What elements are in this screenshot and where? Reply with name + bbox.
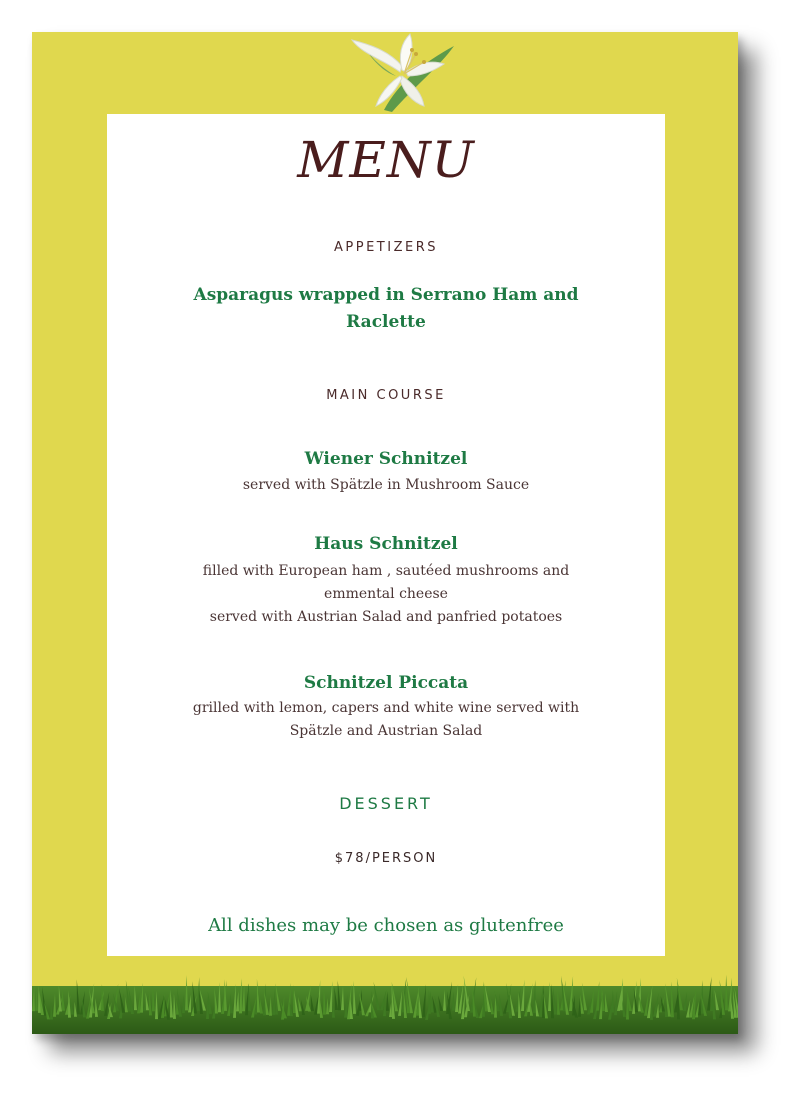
grass-border bbox=[32, 970, 738, 1034]
glutenfree-note: All dishes may be chosen as glutenfree bbox=[208, 915, 564, 936]
menu-card bbox=[32, 32, 738, 1034]
appetizer-line1: Asparagus wrapped in Serrano Ham and bbox=[193, 285, 579, 305]
dish3-desc2: Spätzle and Austrian Salad bbox=[289, 723, 483, 739]
dish2-desc1: filled with European ham , sautéed mushrooms and bbox=[202, 563, 570, 579]
dish1-desc: served with Spätzle in Mushroom Sauce bbox=[242, 477, 530, 493]
appetizer-line2: Raclette bbox=[346, 312, 426, 332]
appetizers-heading: APPETIZERS bbox=[334, 240, 438, 255]
main-course-heading: MAIN COURSE bbox=[326, 388, 446, 403]
menu-title: MENU bbox=[297, 131, 475, 189]
price-per-person: $78/PERSON bbox=[334, 851, 438, 866]
lily-flower-icon bbox=[344, 32, 456, 112]
dish3-desc1: grilled with lemon, capers and white wine served with bbox=[192, 700, 580, 716]
dish3-name: Schnitzel Piccata bbox=[303, 673, 469, 693]
dish2-desc2: emmental cheese bbox=[324, 586, 448, 602]
dish2-desc3: served with Austrian Salad and panfried potatoes bbox=[209, 609, 563, 625]
dish2-name: Haus Schnitzel bbox=[314, 534, 458, 554]
dish1-name: Wiener Schnitzel bbox=[304, 449, 468, 469]
dessert-heading: DESSERT bbox=[339, 794, 433, 813]
menu-panel bbox=[107, 114, 665, 956]
